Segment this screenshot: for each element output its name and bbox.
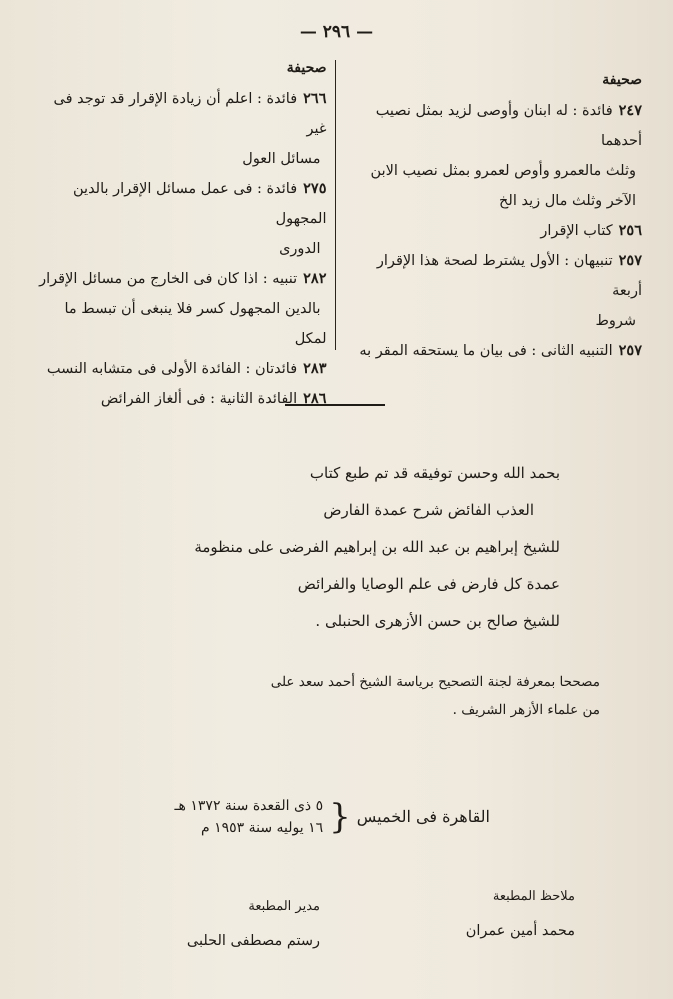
index-entry: ٢٨٢تنبيه : اذا كان فى الخارج من مسائل الإقرار — [39, 270, 327, 287]
index-column-left — [20, 60, 335, 407]
index-entry: مسائل العول — [242, 151, 321, 167]
index-entry: ٢٥٧تنبيهان : الأول يشترط لصحة هذا الإقرار أربعة — [376, 252, 642, 299]
index-entry: ٢٨٦الفائدة الثانية : فى ألغاز الفرائض — [100, 390, 327, 407]
index-entry: الدورى — [279, 241, 321, 257]
index-entry: وثلث مالعمرو وأوص لعمرو بمثل نصيب الابن — [370, 163, 636, 179]
dateline-place: القاهرة فى الخميس — [356, 807, 490, 826]
signature-name: رستم مصطفى الحلبى — [186, 933, 320, 949]
index-columns — [20, 60, 650, 407]
colophon — [40, 455, 560, 640]
index-entry: ٢٥٧التنبيه الثانى : فى بيان ما يستحقه المقر به — [359, 342, 642, 359]
column-header-right: صحيفة — [602, 72, 642, 88]
colophon-line: للشيخ صالح بن حسن الأزهرى الحنبلى . — [315, 612, 560, 630]
print-dateline — [150, 795, 490, 839]
correction-note — [80, 668, 600, 724]
dateline-hijri: ٥ ذى القعدة سنة ١٣٧٢ هـ — [174, 798, 324, 814]
index-entry: شروط — [595, 313, 636, 329]
index-entry: ٢٤٧فائدة : له ابنان وأوصى لزيد بمثل نصيب أحدهما — [375, 102, 642, 149]
index-entry: بالدين المجهول كسر فلا ينبغى أن تبسط ما لمكل — [64, 301, 327, 347]
signature-name: محمد أمين عمران — [465, 923, 575, 939]
index-entry: ٢٦٦فائدة : اعلم أن زيادة الإقرار قد توجد فى غير — [53, 90, 327, 137]
index-column-right — [336, 60, 651, 360]
index-entry: ٢٧٥فائدة : فى عمل مسائل الإقرار بالدين المجهول — [73, 180, 327, 227]
colophon-line: للشيخ إبراهيم بن عبد الله بن إبراهيم الفرضى على منظومة — [194, 538, 560, 556]
signature-supervisor — [405, 880, 575, 948]
index-entry: ٢٨٣فائدتان : الفائدة الأولى فى متشابه النسب — [46, 360, 327, 377]
correction-line: من علماء الأزهر الشريف . — [452, 702, 600, 718]
index-entry: الآخر وثلث مال زيد الخ — [499, 193, 636, 209]
colophon-line: عمدة كل فارض فى علم الوصايا والفرائض — [297, 575, 560, 593]
signature-title: مدير المطبعة — [248, 899, 320, 914]
index-entry: ٢٥٦كتاب الإقرار — [540, 222, 642, 239]
signature-director — [150, 890, 320, 958]
colophon-line: بحمد الله وحسن توفيقه قد تم طبع كتاب — [309, 464, 560, 482]
section-divider-rule — [285, 404, 385, 406]
colophon-book-title: العذب الفائض شرح عمدة الفارض — [323, 501, 534, 519]
signature-title: ملاحظ المطبعة — [492, 889, 575, 904]
dateline-brace: { — [329, 797, 351, 837]
column-header-left: صحيفة — [286, 60, 327, 76]
page-number: — ٢٩٦ — — [299, 22, 374, 42]
dateline-dates — [174, 795, 323, 839]
correction-line: مصححا بمعرفة لجنة التصحيح برياسة الشيخ أحمد سعد على — [270, 674, 600, 690]
dateline-gregorian: ١٦ يوليه سنة ١٩٥٣ م — [200, 820, 324, 836]
